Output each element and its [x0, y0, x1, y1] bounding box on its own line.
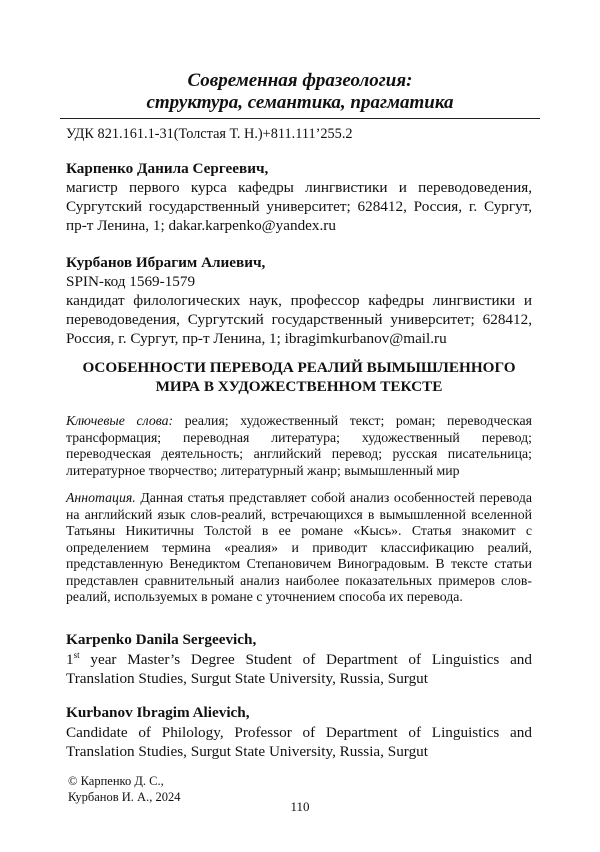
author-name-en: Karpenko Danila Sergeevich, — [66, 631, 257, 648]
author-en-2 — [66, 703, 532, 762]
author-ru-2 — [66, 253, 532, 348]
keywords — [66, 413, 532, 479]
annotation-text: Данная статья представляет собой анализ особенностей перевода на английский язык слов-реалий, встречающихся в вымышленной вселенной Татьяны Никитичны Толстой в ее романе «Кысь». Статья знакомит с определением термина «реалия» и приводит классификацию реалий, представленную Венедиктом Степановичем Виноградовым. В тексте статьи представлен сравнительный анализ наиболее показательных примеров слов-реалий, используемых в романе с уточнением способа их перевода. — [66, 490, 533, 604]
article-title — [66, 358, 532, 396]
author-affiliation-en — [66, 650, 532, 689]
running-header — [60, 70, 540, 114]
annotation — [66, 490, 532, 606]
copyright-note — [68, 773, 180, 805]
udk-code: УДК 821.161.1-31(Толстая Т. Н.)+811.111’255.2 — [66, 126, 353, 142]
author-spin: SPIN-код 1569-1579 — [66, 273, 196, 290]
title-line-2: МИРА В ХУДОЖЕСТВЕННОМ ТЕКСТЕ — [155, 378, 443, 395]
ordinal-suffix: st — [73, 649, 80, 660]
header-rule — [60, 118, 540, 119]
copyright-line-2: Курбанов И. А., 2024 — [68, 790, 181, 804]
affiliation-text: year Master’s Degree Student of Department of Linguistics and Translation Studies, Surgut State University, Russia, Surgut — [66, 650, 532, 687]
author-affiliation-en: Candidate of Philology, Professor of Department of Linguistics and Translation Studies, Surgut State University, Russia, Surgut — [66, 723, 532, 760]
author-ru-1 — [66, 159, 532, 235]
author-affiliation: кандидат филологических наук, профессор кафедры лингвистики и переводоведения, Сургутский государственный университет; 628412, Россия, г. Сургут, пр-т Ленина, 1; ibragimkurbanov@mail.ru — [66, 292, 532, 347]
keywords-text: реалия; художественный текст; роман; переводческая трансформация; переводная литература; художественный перевод; переводческая деятельность; английский перевод; русская писательница; литературное творчество; литературный жанр; вымышленный мир — [66, 413, 532, 478]
copyright-line-1: © Карпенко Д. С., — [68, 774, 164, 788]
title-line-1: ОСОБЕННОСТИ ПЕРЕВОДА РЕАЛИЙ ВЫМЫШЛЕННОГО — [82, 359, 516, 376]
keywords-label: Ключевые слова: — [66, 413, 174, 428]
author-en-1 — [66, 630, 532, 689]
header-line-1: Современная фразеология: — [187, 70, 413, 91]
header-line-2: структура, семантика, прагматика — [146, 92, 454, 113]
author-affiliation: магистр первого курса кафедры лингвистики и переводоведения, Сургутский государственный университет; 628412, Россия, г. Сургут, пр-т Ленина, 1; dakar.karpenko@yandex.ru — [66, 179, 532, 234]
author-name: Курбанов Ибрагим Алиевич, — [66, 254, 266, 271]
page-number: 110 — [290, 799, 310, 814]
annotation-label: Аннотация. — [66, 490, 136, 505]
author-name: Карпенко Данила Сергеевич, — [66, 160, 269, 177]
ordinal: 1 — [66, 650, 74, 668]
author-name-en: Kurbanov Ibragim Alievich, — [66, 704, 250, 721]
